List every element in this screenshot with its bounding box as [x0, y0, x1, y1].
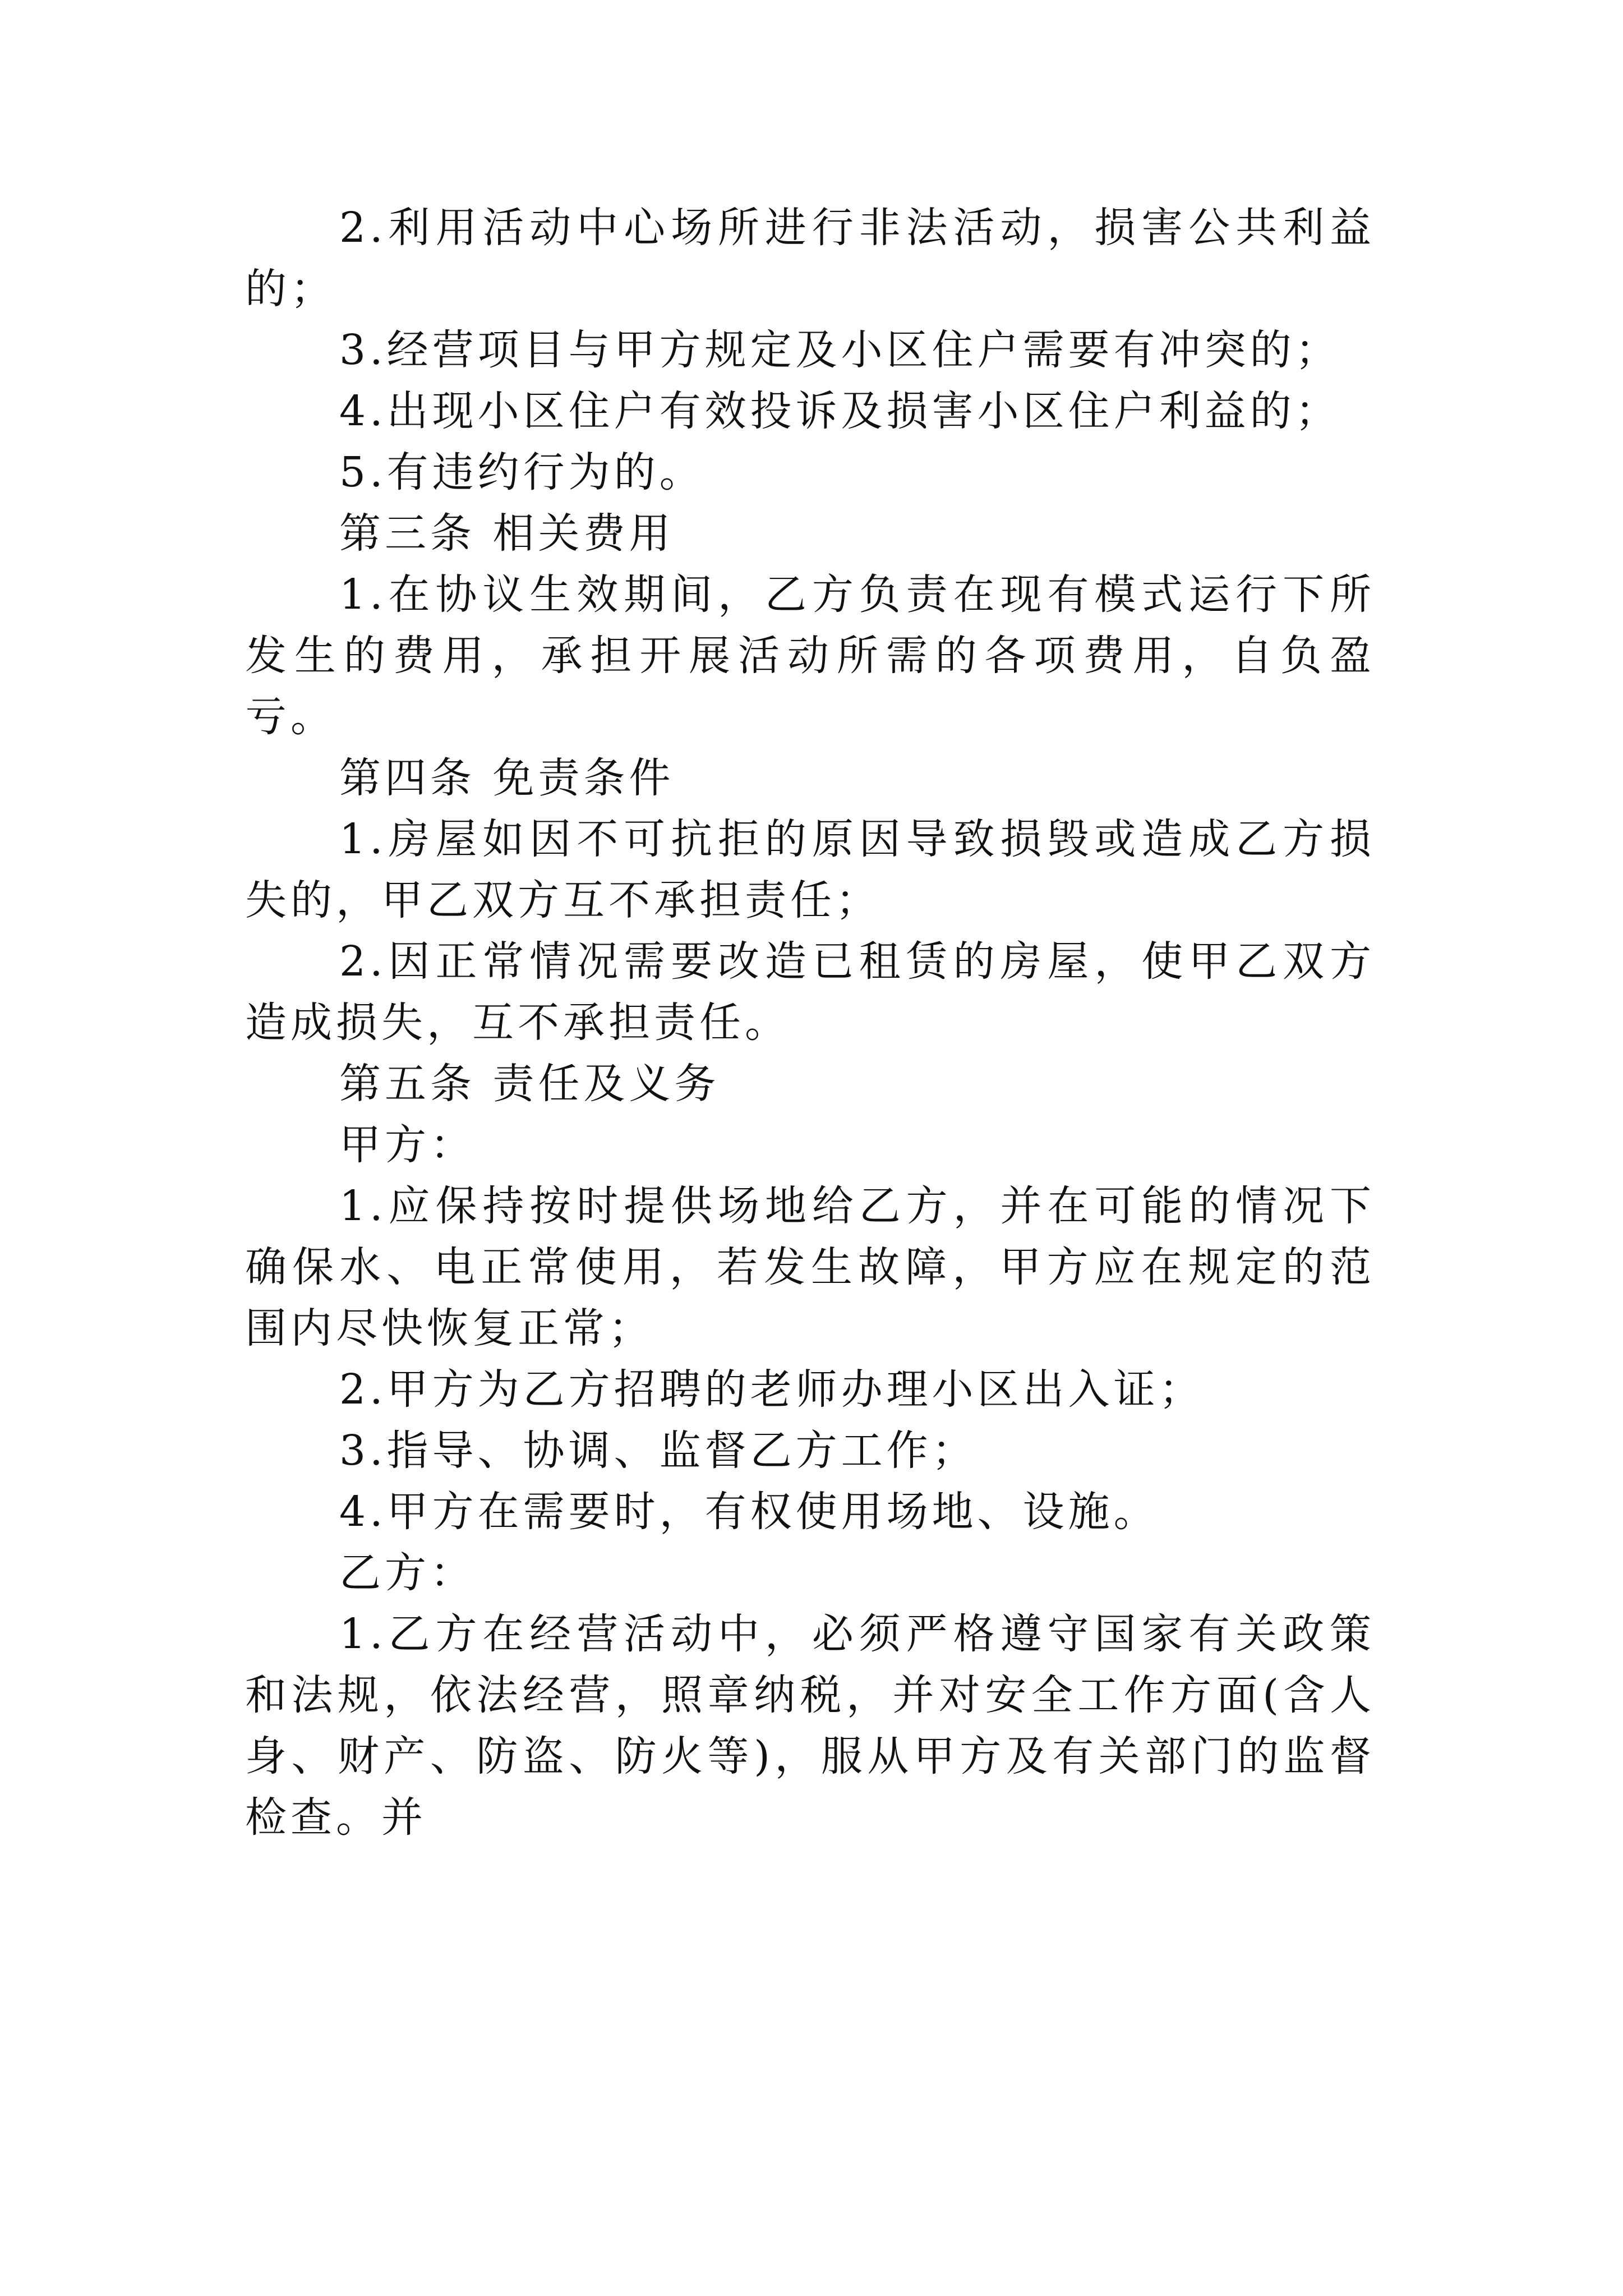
article-3-item-1: 1.在协议生效期间，乙方负责在现有模式运行下所发生的费用，承担开展活动所需的各项费用，自负盈亏。 — [245, 570, 1375, 741]
article-3-heading: 第三条 相关费用 — [339, 509, 675, 558]
article-4-item-2: 2.因正常情况需要改造已租赁的房屋，使甲乙双方造成损失，互不承担责任。 — [245, 937, 1375, 1047]
clause-item-4: 4.出现小区住户有效投诉及损害小区住户利益的； — [339, 387, 1341, 435]
party-a-label: 甲方： — [339, 1121, 476, 1169]
party-a-item-1: 1.应保持按时提供场地给乙方，并在可能的情况下确保水、电正常使用，若发生故障，甲方应在规定的范围内尽快恢复正常； — [245, 1182, 1375, 1352]
article-4-item-1: 1.房屋如因不可抗拒的原因导致损毁或造成乙方损失的，甲乙双方互不承担责任； — [245, 815, 1375, 924]
clause-item-3: 3.经营项目与甲方规定及小区住户需要有冲突的； — [339, 326, 1341, 374]
clause-item-5: 5.有违约行为的。 — [339, 448, 705, 496]
clause-item-2: 2.利用活动中心场所进行非法活动，损害公共利益的； — [245, 204, 1375, 313]
party-a-item-2: 2.甲方为乙方招聘的老师办理小区出入证； — [339, 1365, 1205, 1414]
document-body — [245, 197, 1375, 1848]
article-4-heading: 第四条 免责条件 — [339, 754, 675, 802]
party-b-item-1: 1.乙方在经营活动中，必须严格遵守国家有关政策和法规，依法经营，照章纳税，并对安全工作方面(含人身、财产、防盗、防火等)，服从甲方及有关部门的监督检查。并 — [245, 1610, 1375, 1842]
article-5-heading: 第五条 责任及义务 — [339, 1060, 720, 1108]
party-a-item-4: 4.甲方在需要时，有权使用场地、设施。 — [339, 1488, 1159, 1536]
party-b-label: 乙方： — [339, 1549, 476, 1597]
party-a-item-3: 3.指导、协调、监督乙方工作； — [339, 1427, 978, 1475]
